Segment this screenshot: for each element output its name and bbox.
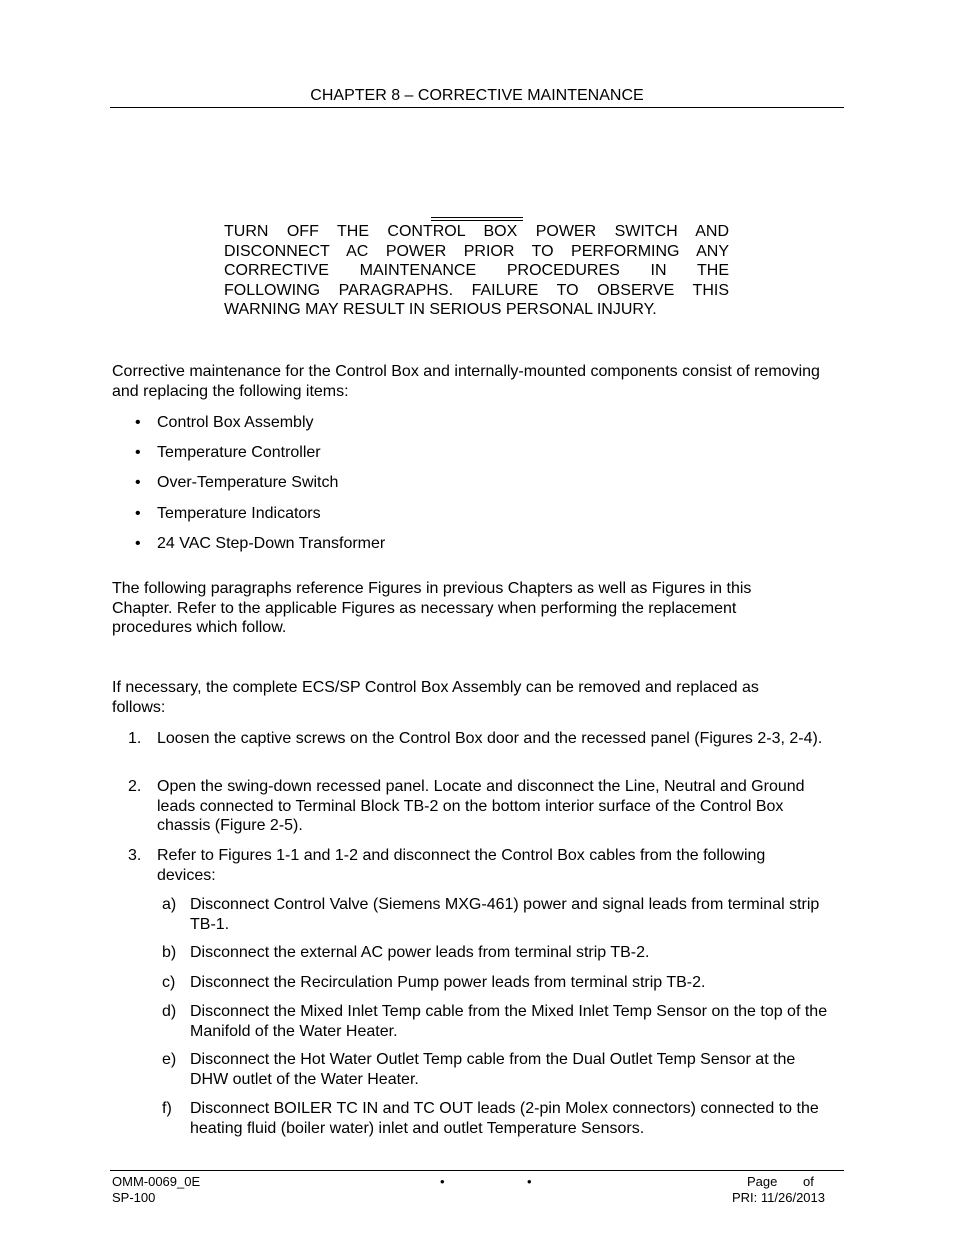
bullet-dot: • (135, 535, 141, 552)
bullet-text: Temperature Controller (157, 444, 321, 461)
reference-paragraph: The following paragraphs reference Figures in previous Chapters as well as Figures in this Chapter. Refer to the applicable Figures as necessary when performing the replacement procedures which follow. (112, 580, 752, 637)
warning-line: DISCONNECT AC POWER PRIOR TO PERFORMING ANY (224, 242, 729, 260)
footer-of-label: of (803, 1174, 814, 1189)
substep-letter: b) (162, 944, 177, 961)
substep-text: Disconnect the Mixed Inlet Temp cable from the Mixed Inlet Temp Sensor on the top of the Manifold of the Water Heater. (190, 1003, 828, 1040)
warning-line: FOLLOWING PARAGRAPHS. FAILURE TO OBSERVE THIS (224, 281, 729, 299)
footer-page-label: Page (747, 1174, 778, 1189)
bullet-dot: • (135, 505, 141, 522)
footer-doc-number: OMM-0069_0E (112, 1174, 201, 1189)
substep-letter: d) (162, 1003, 177, 1020)
substep-letter: a) (162, 896, 177, 913)
bullet-text: Over-Temperature Switch (157, 474, 339, 491)
warning-line: TURN OFF THE CONTROL BOX POWER SWITCH AND (224, 223, 729, 240)
intro-paragraph: Corrective maintenance for the Control Box and internally-mounted components consist of removing and replacing the following items: (112, 363, 820, 400)
assembly-intro: If necessary, the complete ECS/SP Control Box Assembly can be removed and replaced as follows: (112, 679, 759, 716)
warning-text (224, 222, 729, 320)
substep-text: Disconnect the Hot Water Outlet Temp cable from the Dual Outlet Temp Sensor at the DHW outlet of the Water Heater. (190, 1051, 796, 1088)
bullet-dot: • (135, 414, 141, 431)
substep-letter: c) (162, 974, 176, 991)
warning-line: CORRECTIVE MAINTENANCE PROCEDURES IN THE (224, 262, 729, 280)
bullet-text: Control Box Assembly (157, 414, 314, 431)
step-text: Open the swing-down recessed panel. Locate and disconnect the Line, Neutral and Ground leads connected to Terminal Block TB-2 on the bottom interior surface of the Control Box chassis (Figure 2-5). (157, 778, 805, 835)
header-divider (110, 107, 844, 108)
substep-text: Disconnect Control Valve (Siemens MXG-461) power and signal leads from terminal strip TB-1. (190, 896, 820, 933)
bullet-dot: • (135, 474, 141, 491)
warning-rule-bottom (431, 220, 523, 221)
bullet-text: Temperature Indicators (157, 505, 321, 522)
step-number: 2. (128, 778, 142, 795)
substep-text: Disconnect BOILER TC IN and TC OUT leads (2-pin Molex connectors) connected to the heating fluid (boiler water) inlet and outlet Temperature Sensors. (190, 1100, 819, 1137)
warning-line: WARNING MAY RESULT IN SERIOUS PERSONAL INJURY. (224, 301, 657, 319)
substep-text: Disconnect the Recirculation Pump power leads from terminal strip TB-2. (190, 974, 706, 991)
substep-letter: f) (162, 1100, 172, 1117)
footer-separator-dot: • (527, 1174, 532, 1189)
chapter-title: CHAPTER 8 – CORRECTIVE MAINTENANCE (310, 87, 644, 104)
step-text: Loosen the captive screws on the Control Box door and the recessed panel (Figures 2-3, 2-4). (157, 730, 823, 747)
step-number: 3. (128, 847, 142, 864)
step-text: Refer to Figures 1-1 and 1-2 and disconnect the Control Box cables from the following devices: (157, 847, 766, 884)
step-number: 1. (128, 730, 142, 747)
substep-letter: e) (162, 1051, 177, 1068)
footer-model: SP-100 (112, 1190, 156, 1205)
bullet-dot: • (135, 444, 141, 461)
substep-text: Disconnect the external AC power leads from terminal strip TB-2. (190, 944, 650, 961)
bullet-text: 24 VAC Step-Down Transformer (157, 535, 386, 552)
warning-rule-top (431, 217, 523, 218)
footer-separator-dot: • (440, 1174, 445, 1189)
footer-pri-date: PRI: 11/26/2013 (732, 1190, 825, 1205)
footer-divider (110, 1170, 844, 1171)
